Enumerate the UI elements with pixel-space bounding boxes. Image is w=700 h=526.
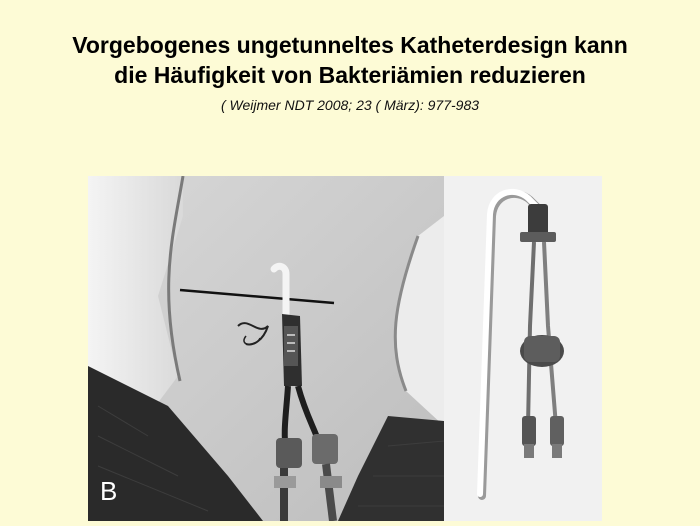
precurved-catheter-photo xyxy=(444,176,602,521)
luer-cap-right xyxy=(550,416,564,446)
patient-catheter-photo xyxy=(88,176,444,521)
luer-cap-left xyxy=(522,416,536,446)
slide-title-line-1: Vorgebogenes ungetunneltes Katheterdesign kann xyxy=(72,32,628,58)
citation: ( Weijmer NDT 2008; 23 ( März): 977-983 xyxy=(220,97,480,113)
patient-catheter-illustration xyxy=(88,176,444,521)
slide-title-line-2: die Häufigkeit von Bakteriämien reduzieren xyxy=(114,62,586,88)
panel-label: B xyxy=(100,476,118,506)
catheter-clamp-right xyxy=(312,434,338,464)
slide-title xyxy=(0,30,700,90)
catheter-clamp-left xyxy=(276,438,302,468)
precurved-catheter-illustration xyxy=(444,176,602,521)
